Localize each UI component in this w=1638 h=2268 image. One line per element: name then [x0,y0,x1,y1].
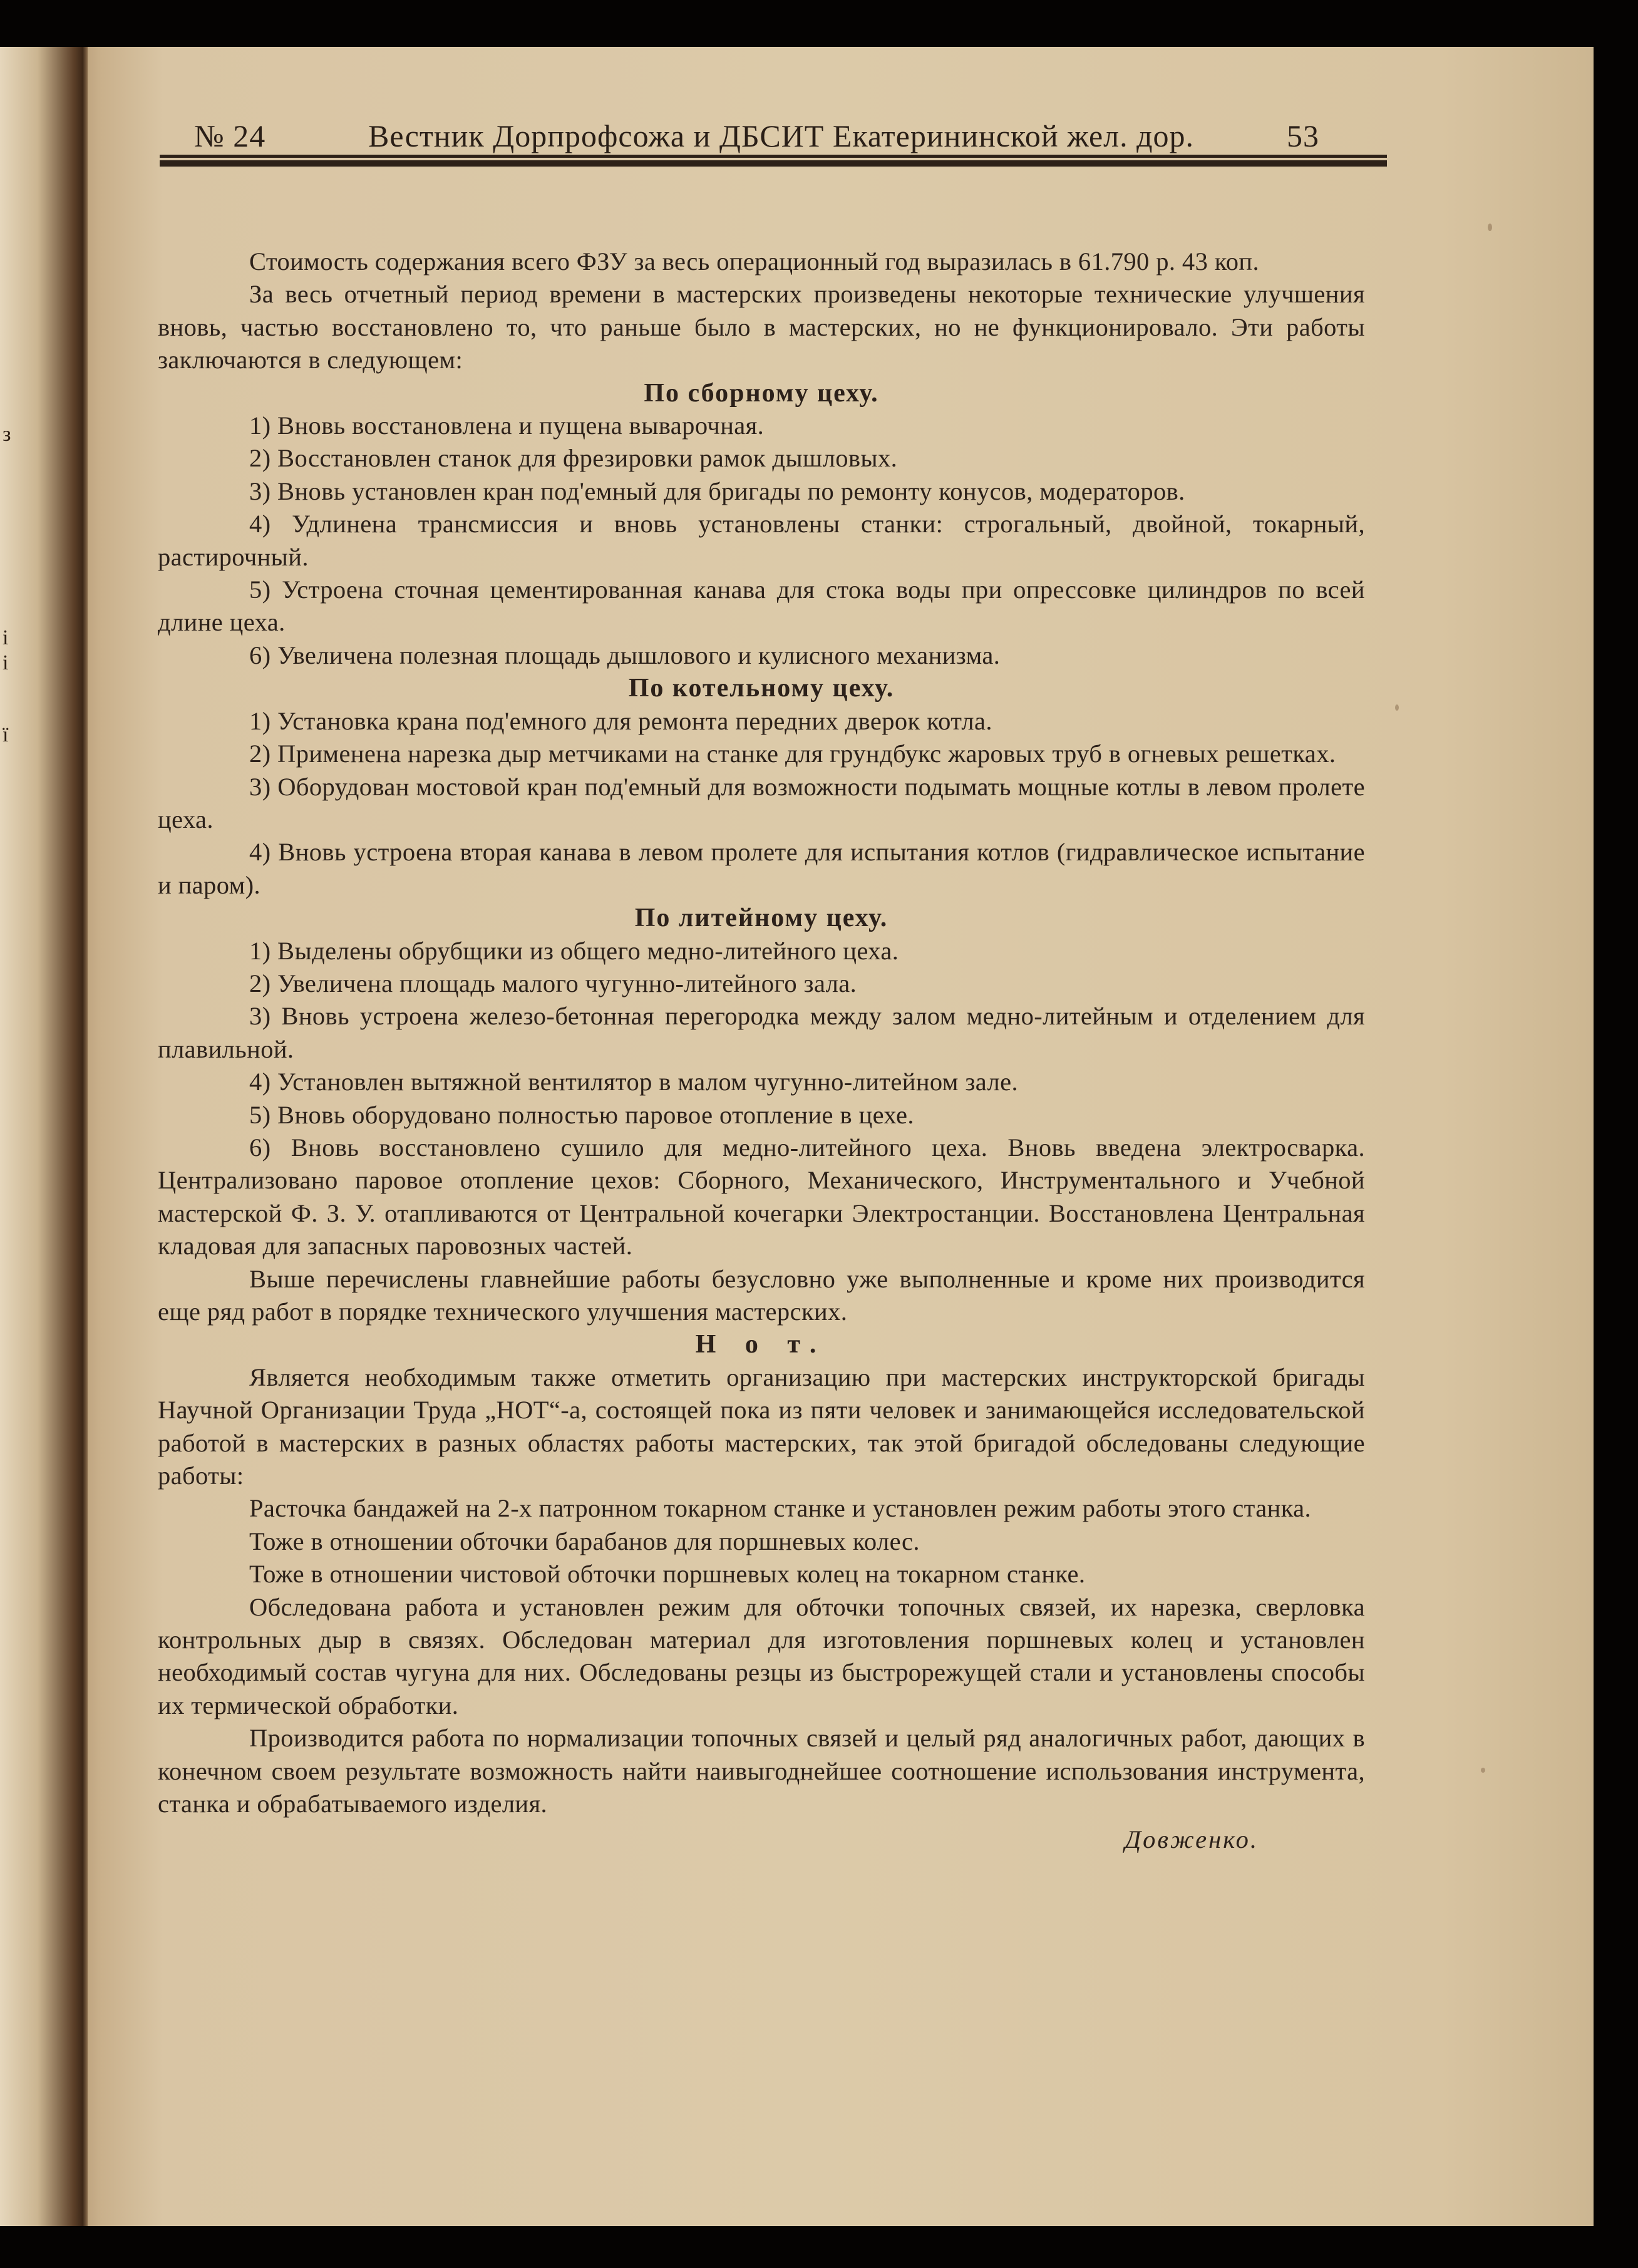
margin-fragment: і [3,626,9,649]
not-paragraph: Производится работа по нормализации топочных связей и целый ряд аналогичных работ, дающих в конечном своем результате возможность найти наивыгоднейшее соотношение использования инструмента, станка и обрабатываемого изделия. [158,1724,1365,1818]
list-item: 3) Оборудован мостовой кран под'емный для возможности подымать мощные котлы в левом пролете цеха. [158,772,1365,833]
author-signature: Довженко. [1125,1825,1259,1853]
header-rule-thin [160,155,1387,158]
not-paragraph: Тоже в отношении чистовой обточки поршневых колец на токарном станке. [249,1560,1086,1589]
summary-paragraph: Выше перечислены главнейшие работы безусловно уже выполненные и кроме них производится еще ряд работ в порядке технического улучшения мастерских. [158,1264,1365,1326]
margin-fragment: з [3,423,11,446]
header-rule-thick [160,160,1387,167]
list-item: 2) Увеличена площадь малого чугунно-литейного зала. [249,969,857,997]
list-item: 5) Устроена сточная цементированная канава для стока воды при опрессовке цилиндров по всей длине цеха. [158,575,1365,637]
list-item: 1) Вновь восстановлена и пущена выварочная. [249,411,765,440]
list-item: 1) Выделены обрубщики из общего медно-литейного цеха. [249,936,899,965]
paper-speck [1395,704,1399,711]
not-paragraph: Расточка бандажей на 2-х патронном токарном станке и установлен режим работы этого станка. [249,1494,1312,1523]
section-heading: Н о т. [695,1330,828,1359]
list-item: 1) Установка крана под'емного для ремонта передних дверок котла. [249,706,992,735]
list-item: 6) Вновь восстановлено сушило для медно-литейного цеха. Вновь введена электросварка. Централизовано паровое отопление цехов: Сборного, Механического, Инструментального и Учебной мастерской Ф. З. У. отапливаются от Центральной кочегарки Электростанции. Восстановлена Центральная кладовая для запасных паровозных частей. [158,1133,1365,1260]
article-body [158,245,1365,1856]
not-paragraph: Тоже в отношении обточки барабанов для поршневых колес. [249,1527,920,1555]
paper-speck [1481,1768,1485,1773]
paper-speck [1488,224,1492,231]
page-number: 53 [1287,118,1319,153]
list-item: 6) Увеличена полезная площадь дышлового и кулисного механизма. [249,641,1001,669]
list-item: 4) Удлинена трансмиссия и вновь установлены станки: строгальный, двойной, токарный, растирочный. [158,510,1365,571]
journal-title: Вестник Дорпрофсожа и ДБСИТ Екатерининской жел. дор. [368,118,1195,153]
list-item: 5) Вновь оборудовано полностью паровое отопление в цехе. [249,1100,914,1129]
running-header [194,118,1359,155]
list-item: 2) Применена нарезка дыр метчиками на станке для грундбукс жаровых труб в огневых решетках. [249,740,1336,768]
margin-fragment: і [3,651,9,674]
margin-fragment: ї [3,723,9,746]
not-paragraph: Обследована работа и установлен режим для обточки топочных связей, их нарезка, сверловка контрольных дыр в связях. Обследован материал для изготовления поршневых колец и установлен необходимый состав чугуна для них. Обследованы резцы из быстрорежущей стали и установлены способы их термической обработки. [158,1592,1365,1719]
list-item: 4) Установлен вытяжной вентилятор в малом чугунно-литейном зале. [249,1068,1019,1096]
list-item: 3) Вновь установлен кран под'емный для бригады по ремонту конусов, модераторов. [249,477,1185,505]
list-item: 4) Вновь устроена вторая канава в левом пролете для испытания котлов (гидравлическое испытание и паром). [158,838,1365,899]
section-heading: По литейному цеху. [634,904,889,933]
section-heading: По котельному цеху. [628,674,895,703]
list-item: 2) Восстановлен станок для фрезировки рамок дышловых. [249,444,898,473]
issue-number: № 24 [194,118,266,153]
not-paragraph: Является необходимым также отметить организацию при мастерских инструкторской бригады Научной Организации Труда „НОТ“-а, состоящей пока из пяти человек и занимающейся исследовательской работой в мастерских в разных областях работы мастерских, так этой бригадой обследованы следующие работы: [158,1363,1365,1490]
intro-paragraph: За весь отчетный период времени в мастерских произведены некоторые технические улучшения вновь, частью восстановлено то, что раньше было в мастерских, но не функционировало. Эти работы заключаются в следующем: [158,280,1365,374]
section-heading: По сборному цеху. [644,378,879,408]
intro-paragraph: Стоимость содержания всего ФЗУ за весь операционный год выразилась в 61.790 р. 43 коп. [249,247,1260,276]
book-gutter [0,47,88,2226]
list-item: 3) Вновь устроена железо-бетонная перегородка между залом медно-литейным и отделением для плавильной. [158,1002,1365,1063]
